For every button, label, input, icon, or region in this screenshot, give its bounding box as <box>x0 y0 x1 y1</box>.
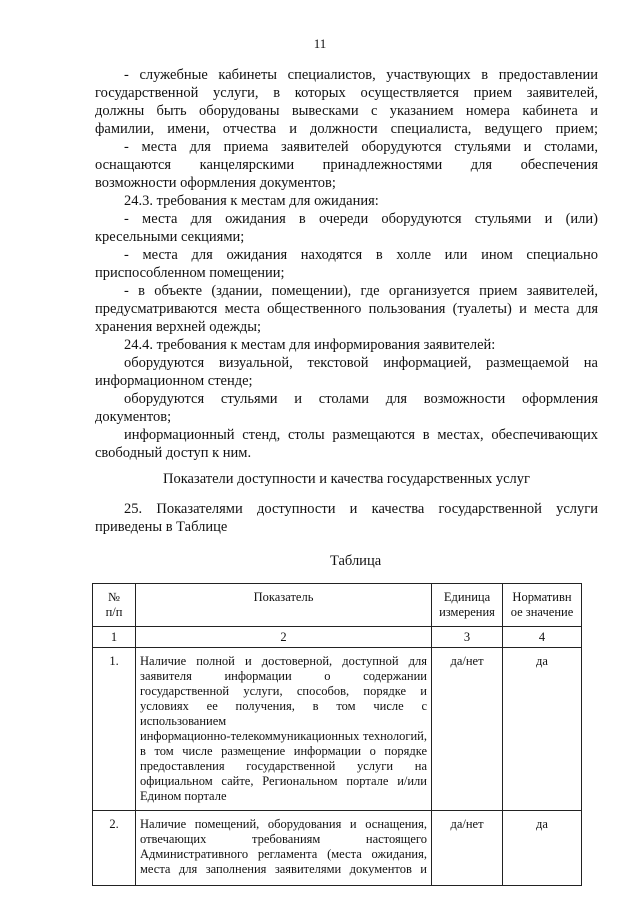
text-line: хранения верхней одежды; <box>95 319 262 335</box>
text-line: - служебные кабинеты специалистов, участвующих в предоставлении <box>124 67 598 83</box>
row-indicator: Наличие полной и достоверной, доступной для заявителя информации о содержании государственной услуги, способов, порядке и условиях ее получения, в том числе с использованием информационно-телекоммуникационных технологий, в том числе размещение информации о порядке предоставления государственной услуги на официальном сайте, Региональном портале и/или Едином портале <box>136 648 432 811</box>
text-line: 24.3. требования к местам для ожидания: <box>124 193 379 209</box>
index-cell: 3 <box>432 627 503 648</box>
text-line: - места для ожидания в очереди оборудуются стульями и (или) <box>124 211 598 227</box>
table-caption: Таблица <box>330 553 382 569</box>
text-line: оборудуются визуальной, текстовой информацией, размещаемой на <box>124 355 598 371</box>
text-line: государственной услуги, в которых осуществляется прием заявителей, <box>95 85 598 101</box>
paragraph-25-line: приведены в Таблице <box>95 519 228 535</box>
text-line: свободный доступ к ним. <box>95 445 252 461</box>
index-cell: 1 <box>93 627 136 648</box>
row-number: 2. <box>93 811 136 886</box>
table-index-row <box>93 627 582 648</box>
text-line: кресельными секциями; <box>95 229 245 245</box>
text-line: должны быть оборудованы вывесками с указанием номера кабинета и <box>95 103 598 119</box>
text-line: информационный стенд, столы размещаются в местах, обеспечивающих <box>124 427 598 443</box>
header-norm: Нормативн ое значение <box>503 584 582 627</box>
paragraph-25-line: 25. Показателями доступности и качества государственной услуги <box>124 501 598 517</box>
index-cell: 2 <box>136 627 432 648</box>
table-header-row <box>93 584 582 627</box>
text-line: - места для приема заявителей оборудуются стульями и столами, <box>124 139 598 155</box>
row-number: 1. <box>93 648 136 811</box>
table-row <box>93 811 582 886</box>
text-line: документов; <box>95 409 172 425</box>
section-heading: Показатели доступности и качества государственных услуг <box>163 471 530 487</box>
text-line: оборудуются стульями и столами для возможности оформления <box>124 391 598 407</box>
header-unit: Единица измерения <box>432 584 503 627</box>
row-unit: да/нет <box>432 648 503 811</box>
text-line: возможности оформления документов; <box>95 175 336 191</box>
text-line: предусматриваются места общественного пользования (туалеты) и места для <box>95 301 598 317</box>
text-line: - в объекте (здании, помещении), где организуется прием заявителей, <box>124 283 598 299</box>
row-unit: да/нет <box>432 811 503 886</box>
text-line: 24.4. требования к местам для информирования заявителей: <box>124 337 496 353</box>
row-norm: да <box>503 811 582 886</box>
index-cell: 4 <box>503 627 582 648</box>
text-line: оснащаются канцелярскими принадлежностями для обеспечения <box>95 157 598 173</box>
text-line: информационном стенде; <box>95 373 253 389</box>
header-indicator: Показатель <box>136 584 432 627</box>
row-norm: да <box>503 648 582 811</box>
text-line: - места для ожидания находятся в холле или ином специально <box>124 247 598 263</box>
indicators-table <box>92 583 582 886</box>
header-num: № п/п <box>93 584 136 627</box>
row-indicator: Наличие помещений, оборудования и оснащения, отвечающих требованиям настоящего Административного регламента (места ожидания, места для заполнения заявителями документов и <box>136 811 432 886</box>
page-number: 11 <box>313 36 327 51</box>
table-row <box>93 648 582 811</box>
text-line: приспособленном помещении; <box>95 265 285 281</box>
text-line: фамилии, имени, отчества и должности специалиста, ведущего прием; <box>95 121 598 137</box>
